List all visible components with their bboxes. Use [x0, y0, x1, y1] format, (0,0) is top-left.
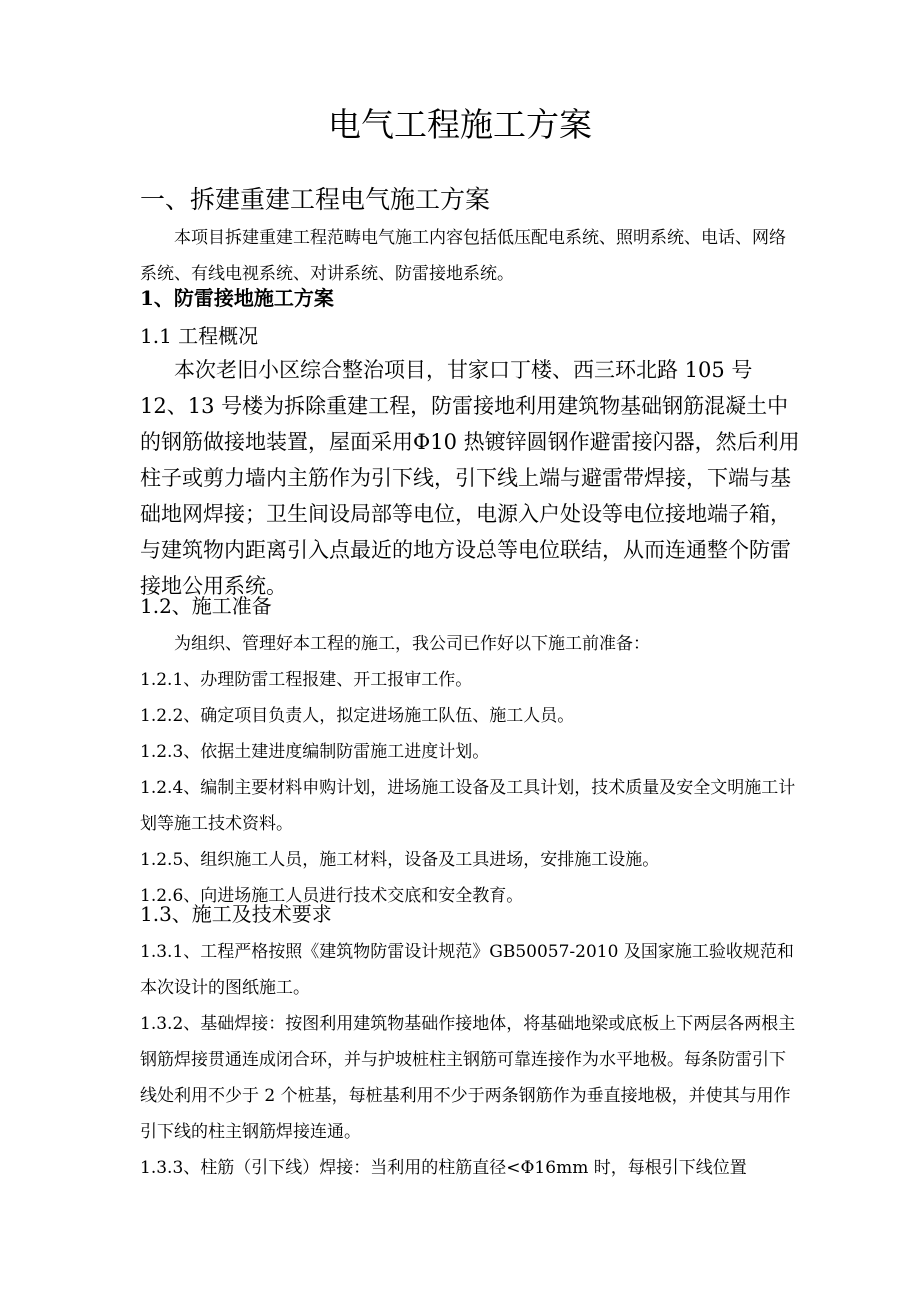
page-title: 电气工程施工方案: [328, 105, 592, 144]
preparation-item: 1.2.4、编制主要材料申购计划，进场施工设备及工具计划，技术质量及安全文明施工计划等施工技术资料。: [140, 778, 796, 834]
section-heading: 一、拆建重建工程电气施工方案: [140, 185, 491, 214]
preparation-item: 1.2.6、向进场施工人员进行技术交底和安全教育。: [140, 886, 524, 906]
requirement-item: 1.3.1、工程严格按照《建筑物防雷设计规范》GB50057-2010 及国家施工验收规范和本次设计的图纸施工。: [140, 942, 794, 998]
preparation-item: 1.2.2、确定项目负责人，拟定进场施工队伍、施工人员。: [140, 706, 575, 726]
heading-project-overview: 1.1 工程概况: [140, 324, 259, 348]
intro-paragraph: 本项目拆建重建工程范畴电气施工内容包括低压配电系统、照明系统、电话、网络系统、有线电视系统、对讲系统、防雷接地系统。: [140, 228, 786, 284]
preparation-item: 1.2.1、办理防雷工程报建、开工报审工作。: [140, 670, 473, 690]
preparation-intro: 为组织、管理好本工程的施工，我公司已作好以下施工前准备：: [174, 634, 650, 654]
heading-preparation: 1.2、施工准备: [140, 594, 272, 618]
heading-technical-requirements: 1.3、施工及技术要求: [140, 902, 332, 926]
requirement-item: 1.3.3、柱筋（引下线）焊接：当利用的柱筋直径<Φ16mm 时，每根引下线位置: [140, 1158, 747, 1178]
preparation-item: 1.2.5、组织施工人员，施工材料，设备及工具进场，安排施工设施。: [140, 850, 660, 870]
requirement-item: 1.3.2、基础焊接：按图利用建筑物基础作接地体，将基础地梁或底板上下两层各两根主钢筋焊接贯通连成闭合环，并与护坡桩柱主钢筋可靠连接作为水平地极。每条防雷引下线处利用不少于 2 个桩基，每桩基利用不少于两条钢筋作为垂直接地极，并使其与用作引下线的柱主钢筋焊接连通。: [140, 1014, 796, 1142]
overview-paragraph: 本次老旧小区综合整治项目，甘家口丁楼、西三环北路 105 号 12、13 号楼为拆除重建工程，防雷接地利用建筑物基础钢筋混凝土中的钢筋做接地装置，屋面采用Φ10 热镀锌圆钢作避雷接闪器，然后利用柱子或剪力墙内主筋作为引下线，引下线上端与避雷带焊接，下端与基础地网焊接；卫生间设局部等电位，电源入户处设等电位接地端子箱，与建筑物内距离引入点最近的地方设总等电位联结，从而连通整个防雷接地公用系统。: [140, 358, 800, 598]
preparation-item: 1.2.3、依据土建进度编制防雷施工进度计划。: [140, 742, 490, 762]
subsection-heading-lightning: 1、防雷接地施工方案: [140, 286, 334, 310]
